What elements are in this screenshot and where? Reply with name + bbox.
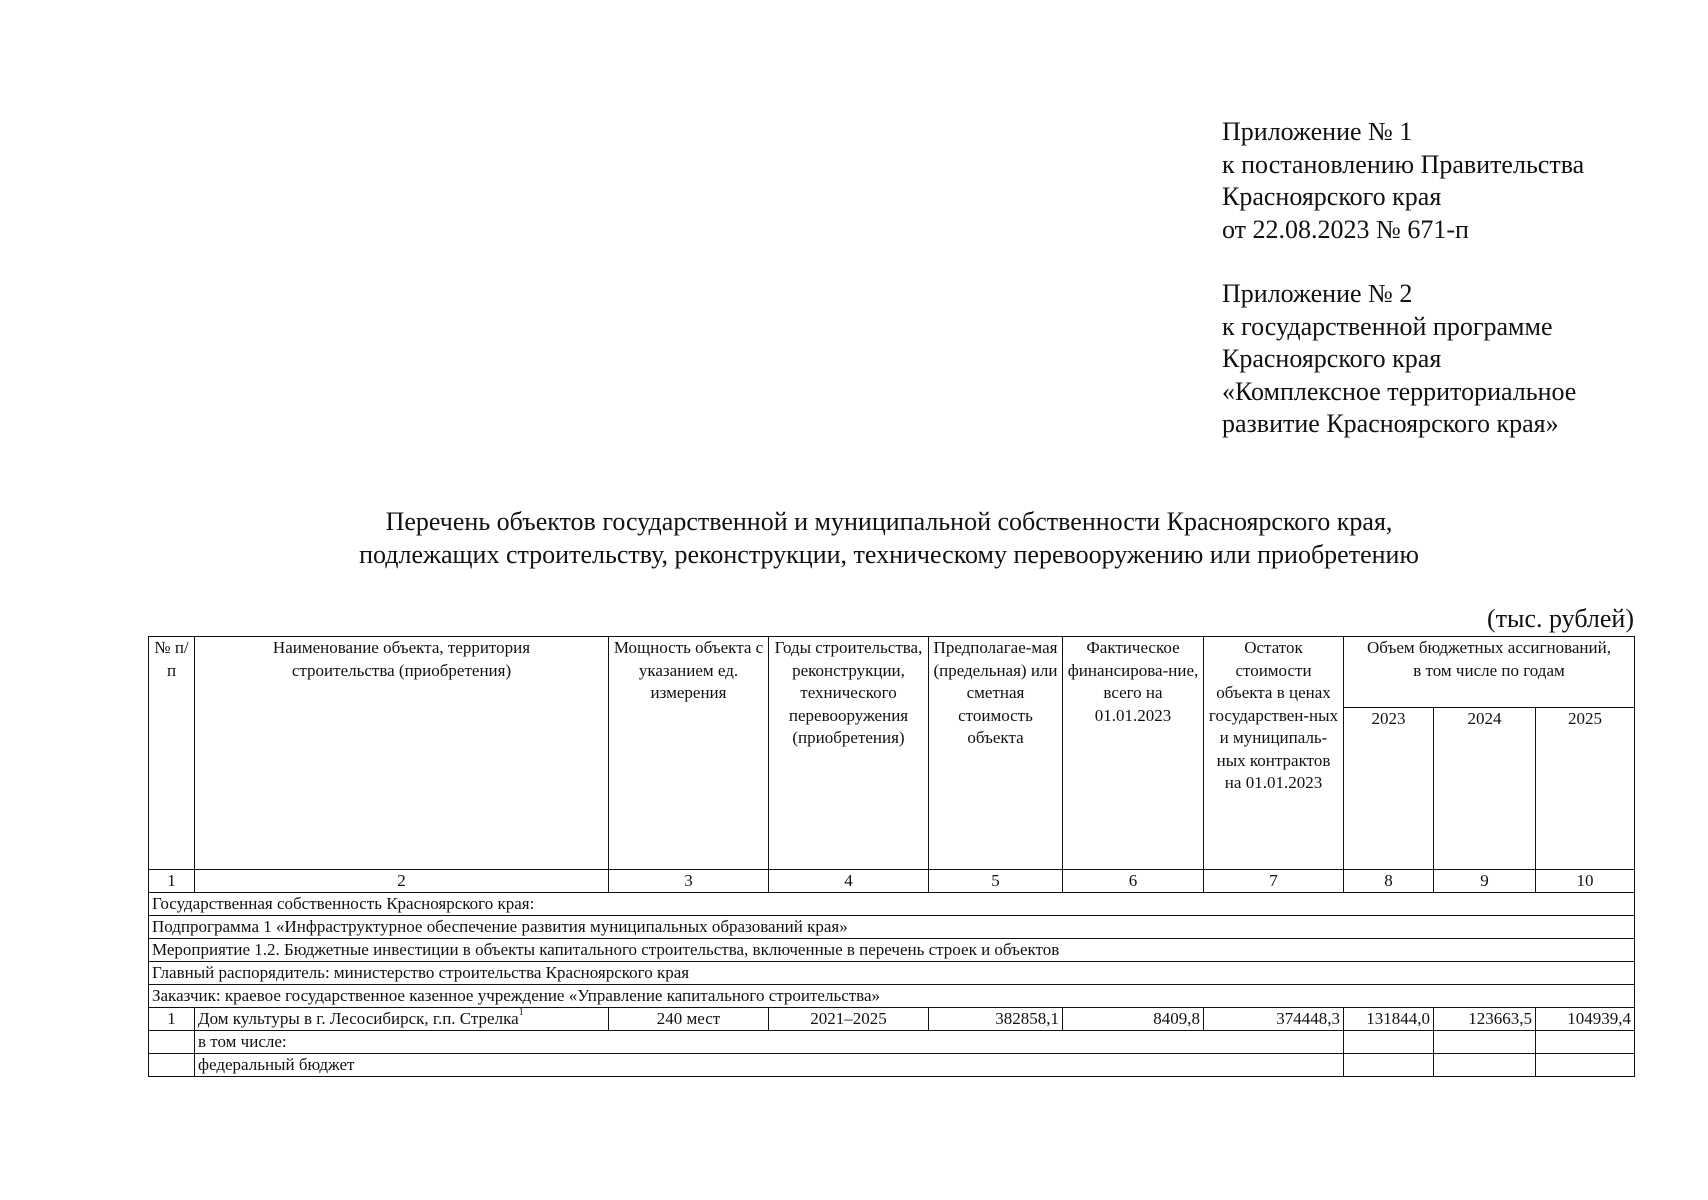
object-name — [195, 1008, 609, 1031]
header-year-2023: 2023 — [1344, 708, 1434, 870]
header-actual-financing: Фактическое финансирова-ние, всего на 01.01.2023 — [1063, 637, 1204, 870]
empty-cell — [1344, 1031, 1434, 1054]
header-capacity: Мощность объекта с указанием ед. измерения — [609, 637, 769, 870]
footnote-mark: 1 — [518, 1007, 524, 1018]
column-number: 3 — [609, 870, 769, 893]
column-number: 5 — [929, 870, 1063, 893]
object-actual-financing: 8409,8 — [1063, 1008, 1204, 1031]
section-row — [149, 985, 1635, 1008]
header-estimated-cost: Предполагае-мая (предельная) или сметная стоимость объекта — [929, 637, 1063, 870]
object-name-text: Дом культуры в г. Лесосибирск, г.п. Стрелка — [198, 1009, 519, 1028]
object-2023: 131844,0 — [1344, 1008, 1434, 1031]
appendix-1-line: Красноярского края — [1222, 182, 1442, 211]
object-num: 1 — [149, 1008, 195, 1031]
section-row — [149, 962, 1635, 985]
column-number: 6 — [1063, 870, 1204, 893]
empty-cell — [149, 1031, 195, 1054]
column-number-row — [149, 870, 1635, 893]
empty-cell — [1536, 1031, 1635, 1054]
column-number: 1 — [149, 870, 195, 893]
objects-table — [148, 636, 1635, 1077]
appendix-1-block — [1222, 116, 1584, 246]
header-years: Годы строительства, реконструкции, технического перевооружения (приобретения) — [769, 637, 929, 870]
empty-cell — [1344, 1054, 1434, 1077]
object-2025: 104939,4 — [1536, 1008, 1635, 1031]
appendix-2-line: «Комплексное территориальное — [1222, 376, 1577, 406]
object-2024: 123663,5 — [1434, 1008, 1536, 1031]
title-line: подлежащих строительству, реконструкции, техническому перевооружению или приобретению — [359, 540, 1419, 569]
column-number: 2 — [195, 870, 609, 893]
federal-budget-label: федеральный бюджет — [195, 1054, 1344, 1077]
appendix-1-line: к постановлению Правительства — [1222, 149, 1585, 179]
section-chief-manager: Главный распорядитель: министерство строительства Красноярского края — [149, 962, 1635, 985]
appendix-2-line: развитие Красноярского края» — [1222, 409, 1559, 438]
section-state-property: Государственная собственность Красноярского края: — [149, 893, 1635, 916]
header-name: Наименование объекта, территория строительства (приобретения) — [195, 637, 609, 870]
column-number: 8 — [1344, 870, 1434, 893]
section-customer: Заказчик: краевое государственное казенное учреждение «Управление капитального строительства» — [149, 985, 1635, 1008]
units-label: (тыс. рублей) — [1486, 604, 1634, 633]
federal-budget-row — [149, 1054, 1635, 1077]
appendix-1-line: от 22.08.2023 № 671-п — [1222, 214, 1469, 244]
including-row — [149, 1031, 1635, 1054]
header-row — [149, 637, 1635, 708]
title-line: Перечень объектов государственной и муниципальной собственности Красноярского края, — [385, 507, 1393, 536]
header-budget-group: Объем бюджетных ассигнований, в том числе по годам — [1344, 637, 1635, 708]
empty-cell — [149, 1054, 195, 1077]
header-year-2024: 2024 — [1434, 708, 1536, 870]
appendix-2-line: Приложение № 2 — [1222, 279, 1413, 308]
object-estimated-cost: 382858,1 — [929, 1008, 1063, 1031]
appendix-1-line: Приложение № 1 — [1222, 117, 1413, 146]
appendix-2-line: к государственной программе — [1222, 311, 1553, 341]
section-row — [149, 893, 1635, 916]
object-years: 2021–2025 — [769, 1008, 929, 1031]
appendix-2-block — [1222, 278, 1576, 441]
empty-cell — [1434, 1031, 1536, 1054]
section-measure: Мероприятие 1.2. Бюджетные инвестиции в объекты капитального строительства, включенные в перечень строек и объектов — [149, 939, 1635, 962]
empty-cell — [1434, 1054, 1536, 1077]
including-label: в том числе: — [195, 1031, 1344, 1054]
object-row — [149, 1008, 1635, 1031]
column-number: 7 — [1204, 870, 1344, 893]
object-remaining-cost: 374448,3 — [1204, 1008, 1344, 1031]
section-row — [149, 939, 1635, 962]
section-row — [149, 916, 1635, 939]
appendix-2-line: Красноярского края — [1222, 344, 1442, 373]
column-number: 9 — [1434, 870, 1536, 893]
column-number: 10 — [1536, 870, 1635, 893]
header-year-2025: 2025 — [1536, 708, 1635, 870]
header-num: № п/п — [149, 637, 195, 870]
document-title — [0, 505, 1708, 571]
object-capacity: 240 мест — [609, 1008, 769, 1031]
empty-cell — [1536, 1054, 1635, 1077]
header-remaining-cost: Остаток стоимости объекта в ценах государствен-ных и муниципаль-ных контрактов на 01.01.2023 — [1204, 637, 1344, 870]
section-subprogram: Подпрограмма 1 «Инфраструктурное обеспечение развития муниципальных образований края» — [149, 916, 1635, 939]
column-number: 4 — [769, 870, 929, 893]
